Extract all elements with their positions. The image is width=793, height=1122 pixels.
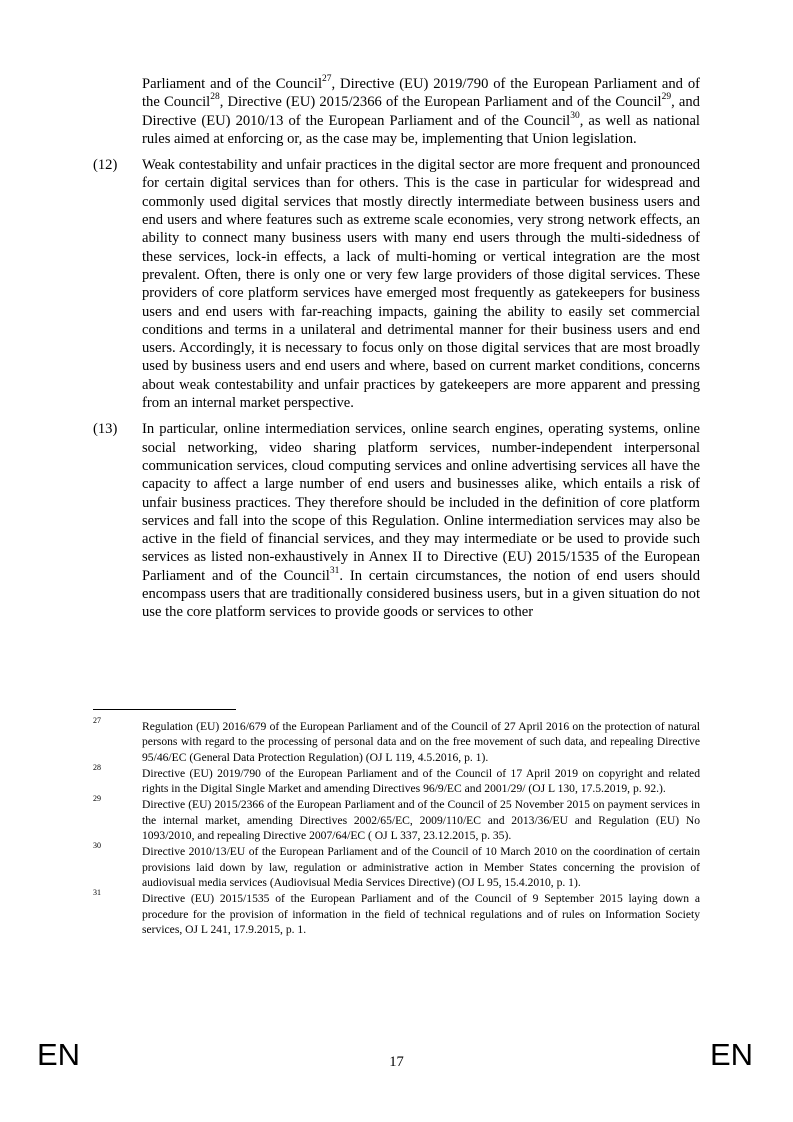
- footnote-text: Directive (EU) 2019/790 of the European Parliament and of the Council of 17 April 2019 on copyright and related rights in the Digital Single Market and amending Directives 96/9/EC and 2001/29/ (OJ L 130, 17.5.2019, p. 92.).: [142, 766, 700, 796]
- footnote-ref[interactable]: 29: [661, 92, 672, 103]
- paragraph-text: , Directive (EU) 2019/790 of the European Parliament and of the Council: [142, 76, 700, 111]
- footnote: [93, 888, 700, 937]
- recital-12: [93, 156, 700, 412]
- paragraph-number: (12): [93, 157, 118, 174]
- language-code-right: EN: [710, 1037, 754, 1072]
- document-body: [93, 75, 700, 622]
- language-code-left: EN: [37, 1037, 81, 1072]
- footnote-text: Directive (EU) 2015/1535 of the European Parliament and of the Council of 9 September 2015 laying down a procedure for the provision of information in the field of technical regulations and of rules on Information Society services, OJ L 241, 17.9.2015, p. 1.: [142, 892, 700, 936]
- paragraph-text: . In certain circumstances, the notion of end users should encompass users that are traditionally considered business users, but in a given situation do not use the core platform services to provide goods or services to other: [142, 567, 700, 621]
- paragraph-text: Parliament and of the Council: [142, 76, 322, 92]
- paragraph-number: (13): [93, 421, 118, 438]
- footnote: [93, 841, 700, 890]
- paragraph-text: , as well as national rules aimed at enforcing or, as the case may be, implementing that Union legislation.: [142, 112, 700, 147]
- footnote: [93, 762, 700, 797]
- footnote-separator: [93, 709, 236, 710]
- paragraph-text: In particular, online intermediation services, online search engines, operating systems, online social networking, video sharing platform services, number-independent interpersonal communication services, cloud computing services and online advertising services all have the capacity to affect a large number of end users and businesses alike, which entails a risk of unfair business practices. They therefore should be included in the definition of core platform services and fall into the scope of this Regulation. Online intermediation services may also be active in the field of financial services, and they may intermediate or be used to provide such services as listed non-exhaustively in Annex II to Directive (EU) 2015/1535 of the European Parliament and of the Council: [142, 421, 700, 584]
- footnote-number: 30: [93, 841, 101, 851]
- footnote-number: 29: [93, 794, 101, 804]
- footnote: [93, 716, 700, 765]
- footnote-text: Regulation (EU) 2016/679 of the European Parliament and of the Council of 27 April 2016 on the protection of natural persons with regard to the processing of personal data and on the free movement of such data, and repealing Directive 95/46/EC (General Data Protection Regulation) (OJ L 119, 4.5.2016, p. 1).: [142, 720, 700, 764]
- footnote-number: 28: [93, 762, 101, 772]
- paragraph-text: , Directive (EU) 2015/2366 of the European Parliament and of the Council: [219, 94, 662, 111]
- footnote-text: Directive 2010/13/EU of the European Parliament and of the Council of 10 March 2010 on the coordination of certain provisions laid down by law, regulation or administrative action in Member States concerning the provision of audiovisual media services (Audiovisual Media Services Directive) (OJ L 95, 15.4.2010, p. 1).: [142, 845, 700, 889]
- footnote: [93, 794, 700, 843]
- footnote-number: 31: [93, 888, 101, 898]
- footnote-ref[interactable]: 27: [322, 74, 332, 85]
- recital-13: [93, 420, 700, 621]
- footnote-ref[interactable]: 30: [570, 110, 580, 121]
- paragraph-text: , and Directive (EU) 2010/13 of the European Parliament and of the Council: [142, 94, 700, 129]
- paragraph-text: Weak contestability and unfair practices in the digital sector are more frequent and pronounced for certain digital services than for others. This is the case in particular for widespread and commonly used digital services that mostly directly intermediate between business users and end users and where features such as extreme scale economies, very strong network effects, an ability to connect many business users with many end users through the multi-sidedness of these services, lock-in effects, a lack of multi-homing or vertical integration are the most prevalent. Often, there is only one or very few large providers of those digital services. These providers of core platform services have emerged most frequently as gatekeepers for business users and end users with far-reaching impacts, gaining the ability to easily set commercial conditions and terms in a unilateral and detrimental manner for their business users and end users. Accordingly, it is necessary to focus only on those digital services that are most broadly used by business users and end users and where, based on current market conditions, concerns about weak contestability and unfair practices by gatekeepers are more apparent and pressing from an internal market perspective.: [142, 157, 700, 412]
- footnote-ref[interactable]: 28: [210, 92, 220, 103]
- footnote-text: Directive (EU) 2015/2366 of the European Parliament and of the Council of 25 November 2015 on payment services in the internal market, amending Directives 2002/65/EC, 2009/110/EC and 2013/36/EU and Regulation (EU) No 1093/2010, and repealing Directive 2007/64/EC ( OJ L 337, 23.12.2015, p. 35).: [142, 798, 700, 843]
- footnote-number: 27: [93, 716, 101, 725]
- footnote-ref[interactable]: 31: [329, 565, 340, 576]
- paragraph-continuation: [93, 75, 700, 148]
- page-number: 17: [389, 1054, 404, 1070]
- footnotes: [93, 716, 700, 938]
